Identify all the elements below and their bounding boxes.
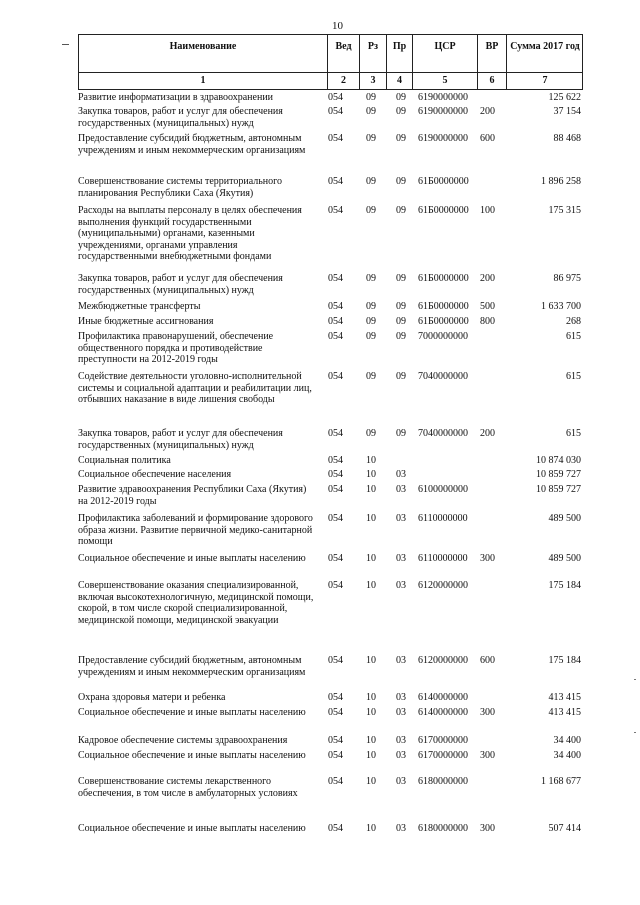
scan-mark — [634, 679, 636, 680]
cell-sum: 1 168 677 — [541, 776, 581, 787]
cell-csr: 6190000000 — [418, 133, 468, 144]
cell-vr: 500 — [480, 301, 495, 312]
cell-csr: 7000000000 — [418, 331, 468, 342]
cell-pr: 03 — [396, 750, 406, 761]
cell-rz: 10 — [366, 553, 376, 564]
cell-sum: 615 — [566, 371, 581, 382]
cell-ved: 054 — [328, 484, 343, 495]
cell-sum: 125 622 — [548, 92, 581, 103]
cell-csr: 6170000000 — [418, 735, 468, 746]
cell-rz: 09 — [366, 92, 376, 103]
cell-name: Содействие деятельности уголовно-исполнительной системы и социальной адаптации и реабилитации лиц, отбывших наказание в виде лишения свободы — [78, 371, 312, 405]
column-number-7: 7 — [542, 75, 548, 86]
cell-sum: 37 154 — [553, 106, 581, 117]
scan-mark — [634, 732, 636, 733]
cell-csr: 6140000000 — [418, 707, 468, 718]
cell-pr: 09 — [396, 428, 406, 439]
cell-rz: 09 — [366, 371, 376, 382]
cell-sum: 175 184 — [548, 655, 581, 666]
cell-rz: 09 — [366, 428, 376, 439]
cell-csr: 61Б0000000 — [418, 205, 469, 216]
header-ved: Вед — [335, 41, 352, 52]
cell-pr: 09 — [396, 316, 406, 327]
cell-name: Развитие информатизации в здравоохранении — [78, 92, 274, 103]
cell-sum: 86 975 — [553, 273, 581, 284]
cell-name: Социальная политика — [78, 455, 171, 466]
cell-ved: 054 — [328, 316, 343, 327]
cell-rz: 09 — [366, 273, 376, 284]
cell-sum: 175 184 — [548, 580, 581, 591]
cell-ved: 054 — [328, 92, 343, 103]
cell-ved: 054 — [328, 273, 343, 284]
cell-name: Предоставление субсидий бюджетным, автономным учреждениям и иным некоммерческим организациям — [78, 655, 306, 678]
cell-rz: 10 — [366, 750, 376, 761]
cell-name: Социальное обеспечение и иные выплаты населению — [78, 553, 306, 564]
cell-rz: 09 — [366, 176, 376, 187]
cell-name: Расходы на выплаты персоналу в целях обеспечения выполнения функций государственными (муниципальными) органами, казенными учреждениями, органами управления государственными внебюджетными фондами — [78, 205, 302, 262]
header-csr: ЦСР — [434, 41, 456, 52]
cell-name: Совершенствование оказания специализированной, включая высокотехнологичную, медицинской помощи, скорой, в том числе скорой специализированной, медицинской помощи, медицинской эвакуации — [78, 580, 314, 626]
cell-sum: 34 400 — [553, 735, 581, 746]
cell-sum: 88 468 — [553, 133, 581, 144]
cell-sum: 413 415 — [548, 707, 581, 718]
cell-csr: 6170000000 — [418, 750, 468, 761]
cell-sum: 175 315 — [548, 205, 581, 216]
cell-sum: 489 500 — [548, 553, 581, 564]
cell-pr: 09 — [396, 371, 406, 382]
cell-pr: 09 — [396, 273, 406, 284]
cell-ved: 054 — [328, 301, 343, 312]
column-number-5: 5 — [442, 75, 448, 86]
cell-rz: 10 — [366, 469, 376, 480]
cell-csr: 6120000000 — [418, 580, 468, 591]
column-number-3: 3 — [370, 75, 376, 86]
cell-rz: 10 — [366, 707, 376, 718]
cell-sum: 413 415 — [548, 692, 581, 703]
cell-vr: 100 — [480, 205, 495, 216]
cell-name: Развитие здравоохранения Республики Саха (Якутия) на 2012-2019 годы — [78, 484, 307, 507]
cell-ved: 054 — [328, 692, 343, 703]
cell-sum: 507 414 — [548, 823, 581, 834]
cell-pr: 09 — [396, 301, 406, 312]
header-name: Наименование — [169, 41, 237, 52]
cell-pr: 09 — [396, 106, 406, 117]
cell-vr: 200 — [480, 428, 495, 439]
cell-ved: 054 — [328, 553, 343, 564]
cell-pr: 03 — [396, 735, 406, 746]
cell-pr: 09 — [396, 205, 406, 216]
cell-sum: 10 859 727 — [536, 469, 581, 480]
column-number-4: 4 — [397, 75, 402, 86]
cell-ved: 054 — [328, 513, 343, 524]
cell-vr: 300 — [480, 707, 495, 718]
cell-rz: 09 — [366, 133, 376, 144]
cell-rz: 10 — [366, 484, 376, 495]
cell-pr: 03 — [396, 580, 406, 591]
cell-name: Кадровое обеспечение системы здравоохранения — [78, 735, 288, 746]
cell-csr: 6100000000 — [418, 484, 468, 495]
cell-ved: 054 — [328, 580, 343, 591]
cell-name: Социальное обеспечение населения — [78, 469, 232, 480]
cell-ved: 054 — [328, 133, 343, 144]
cell-rz: 10 — [366, 655, 376, 666]
cell-pr: 03 — [396, 823, 406, 834]
cell-csr: 61Б0000000 — [418, 301, 469, 312]
cell-sum: 1 633 700 — [541, 301, 581, 312]
cell-vr: 300 — [480, 823, 495, 834]
cell-vr: 300 — [480, 553, 495, 564]
cell-csr: 6140000000 — [418, 692, 468, 703]
cell-pr: 03 — [396, 513, 406, 524]
cell-rz: 10 — [366, 735, 376, 746]
cell-pr: 03 — [396, 776, 406, 787]
column-number-6: 6 — [489, 75, 495, 86]
cell-name: Закупка товаров, работ и услуг для обеспечения государственных (муниципальных) нужд — [78, 428, 283, 451]
cell-rz: 10 — [366, 455, 376, 466]
cell-sum: 10 859 727 — [536, 484, 581, 495]
cell-name: Социальное обеспечение и иные выплаты населению — [78, 750, 306, 761]
cell-ved: 054 — [328, 776, 343, 787]
cell-vr: 600 — [480, 133, 495, 144]
cell-ved: 054 — [328, 735, 343, 746]
cell-csr: 6110000000 — [418, 513, 468, 524]
cell-pr: 03 — [396, 692, 406, 703]
cell-rz: 10 — [366, 692, 376, 703]
cell-pr: 09 — [396, 331, 406, 342]
cell-csr: 6190000000 — [418, 92, 468, 103]
cell-rz: 09 — [366, 205, 376, 216]
cell-ved: 054 — [328, 371, 343, 382]
cell-rz: 09 — [366, 331, 376, 342]
cell-pr: 09 — [396, 176, 406, 187]
cell-rz: 10 — [366, 513, 376, 524]
cell-rz: 10 — [366, 776, 376, 787]
cell-sum: 10 874 030 — [536, 455, 581, 466]
cell-ved: 054 — [328, 455, 343, 466]
header-sum: Сумма 2017 год — [510, 41, 580, 52]
cell-csr: 6180000000 — [418, 823, 468, 834]
cell-sum: 1 896 258 — [541, 176, 581, 187]
cell-name: Охрана здоровья матери и ребенка — [78, 692, 226, 703]
cell-csr: 6110000000 — [418, 553, 468, 564]
cell-csr: 61Б0000000 — [418, 273, 469, 284]
cell-sum: 268 — [566, 316, 581, 327]
cell-name: Социальное обеспечение и иные выплаты населению — [78, 707, 306, 718]
cell-name: Совершенствование системы территориального планирования Республики Саха (Якутия) — [78, 176, 283, 199]
cell-csr: 61Б0000000 — [418, 316, 469, 327]
cell-csr: 61Б0000000 — [418, 176, 469, 187]
cell-pr: 03 — [396, 707, 406, 718]
cell-name: Совершенствование системы лекарственного обеспечения, в том числе в амбулаторных условиях — [78, 776, 298, 799]
cell-ved: 054 — [328, 469, 343, 480]
cell-sum: 489 500 — [548, 513, 581, 524]
cell-ved: 054 — [328, 331, 343, 342]
cell-name: Предоставление субсидий бюджетным, автономным учреждениям и иным некоммерческим организациям — [78, 133, 306, 156]
cell-name: Профилактика правонарушений, обеспечение общественного порядка и противодействие преступности на 2012-2019 годы — [78, 331, 274, 365]
cell-name: Межбюджетные трансферты — [78, 301, 201, 312]
cell-ved: 054 — [328, 106, 343, 117]
cell-name: Закупка товаров, работ и услуг для обеспечения государственных (муниципальных) нужд — [78, 106, 283, 129]
cell-rz: 10 — [366, 823, 376, 834]
cell-name: Иные бюджетные ассигнования — [78, 316, 214, 327]
cell-csr: 7040000000 — [418, 428, 468, 439]
cell-ved: 054 — [328, 176, 343, 187]
cell-ved: 054 — [328, 655, 343, 666]
cell-pr: 03 — [396, 484, 406, 495]
cell-rz: 09 — [366, 316, 376, 327]
cell-rz: 09 — [366, 301, 376, 312]
cell-csr: 6190000000 — [418, 106, 468, 117]
cell-vr: 300 — [480, 750, 495, 761]
cell-pr: 09 — [396, 133, 406, 144]
cell-csr: 6120000000 — [418, 655, 468, 666]
cell-sum: 615 — [566, 331, 581, 342]
cell-ved: 054 — [328, 750, 343, 761]
cell-ved: 054 — [328, 707, 343, 718]
cell-ved: 054 — [328, 823, 343, 834]
cell-vr: 800 — [480, 316, 495, 327]
cell-sum: 34 400 — [553, 750, 581, 761]
cell-name: Социальное обеспечение и иные выплаты населению — [78, 823, 306, 834]
cell-ved: 054 — [328, 428, 343, 439]
cell-sum: 615 — [566, 428, 581, 439]
cell-vr: 200 — [480, 273, 495, 284]
cell-pr: 03 — [396, 655, 406, 666]
cell-vr: 600 — [480, 655, 495, 666]
cell-pr: 03 — [396, 469, 406, 480]
cell-vr: 200 — [480, 106, 495, 117]
column-number-1: 1 — [200, 75, 206, 86]
cell-name: Закупка товаров, работ и услуг для обеспечения государственных (муниципальных) нужд — [78, 273, 283, 296]
cell-name: Профилактика заболеваний и формирование здорового образа жизни. Развитие первичной медико-санитарной помощи — [78, 513, 313, 547]
cell-ved: 054 — [328, 205, 343, 216]
page-number: 10 — [332, 20, 343, 32]
cell-rz: 10 — [366, 580, 376, 591]
header-vr: ВР — [485, 41, 499, 52]
cell-rz: 09 — [366, 106, 376, 117]
cell-csr: 6180000000 — [418, 776, 468, 787]
cell-pr: 09 — [396, 92, 406, 103]
cell-pr: 03 — [396, 553, 406, 564]
cell-csr: 7040000000 — [418, 371, 468, 382]
header-rz: Рз — [367, 41, 379, 52]
header-pr: Пр — [392, 41, 407, 52]
column-number-2: 2 — [341, 75, 346, 86]
